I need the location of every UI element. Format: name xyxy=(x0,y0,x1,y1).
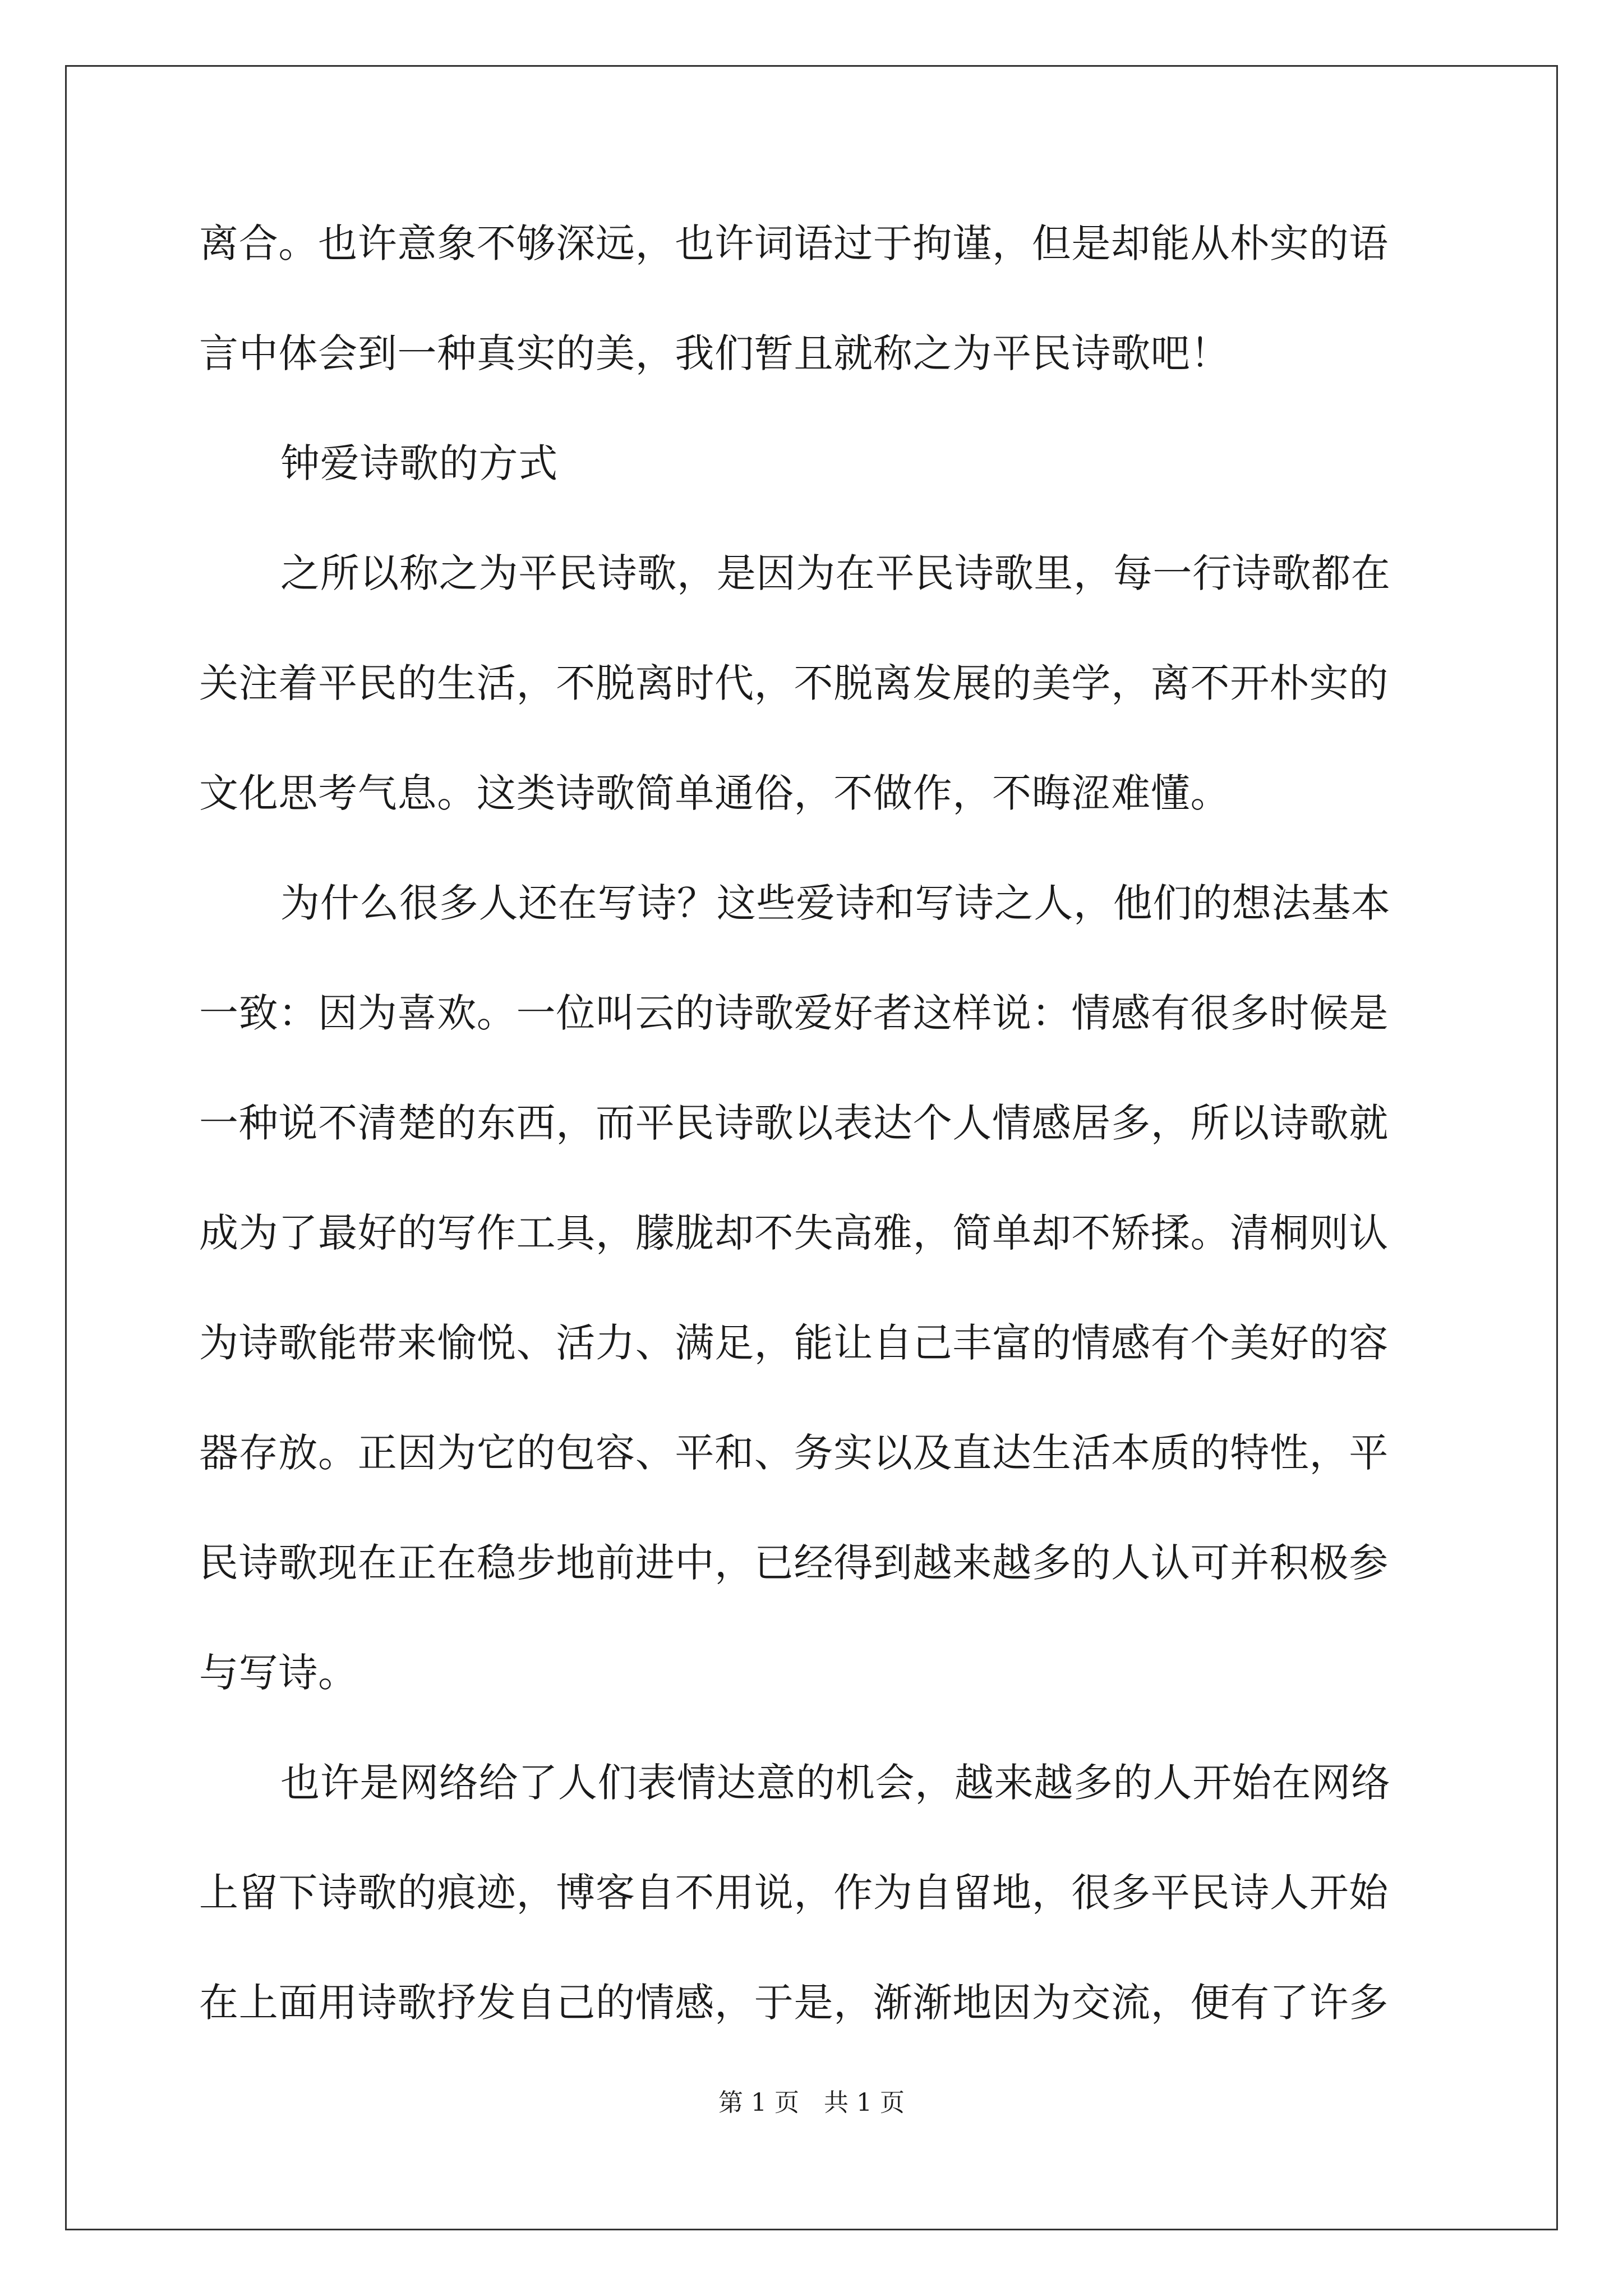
text-line: 言中体会到一种真实的美，我们暂且就称之为平民诗歌吧！ xyxy=(199,330,1230,376)
text-line: 上留下诗歌的痕迹，博客自不用说，作为自留地，很多平民诗人开始 xyxy=(199,1870,1389,1916)
text-line: 关注着平民的生活，不脱离时代，不脱离发展的美学，离不开朴实的 xyxy=(199,660,1389,706)
text-line: 之所以称之为平民诗歌，是因为在平民诗歌里，每一行诗歌都在 xyxy=(280,550,1391,596)
text-line: 离合。也许意象不够深远，也许词语过于拘谨，但是却能从朴实的语 xyxy=(199,220,1389,266)
text-line: 也许是网络给了人们表情达意的机会，越来越多的人开始在网络 xyxy=(280,1760,1391,1806)
text-line: 与写诗。 xyxy=(199,1650,358,1696)
page-number-footer: 第 1 页 共 1 页 xyxy=(718,2088,905,2117)
text-line: 在上面用诗歌抒发自己的情感，于是，渐渐地因为交流，便有了许多 xyxy=(199,1980,1389,2026)
document-body xyxy=(199,213,1424,2082)
section-heading: 钟爱诗歌的方式 xyxy=(280,440,558,486)
text-line: 成为了最好的写作工具，朦胧却不失高雅，简单却不矫揉。清桐则认 xyxy=(199,1210,1389,1256)
text-line: 为诗歌能带来愉悦、活力、满足，能让自己丰富的情感有个美好的容 xyxy=(199,1320,1389,1366)
text-line: 为什么很多人还在写诗？这些爱诗和写诗之人，他们的想法基本 xyxy=(280,880,1391,926)
text-line: 一种说不清楚的东西，而平民诗歌以表达个人情感居多，所以诗歌就 xyxy=(199,1100,1389,1146)
text-line: 民诗歌现在正在稳步地前进中，已经得到越来越多的人认可并积极参 xyxy=(199,1540,1389,1586)
text-line: 文化思考气息。这类诗歌简单通俗，不做作，不晦涩难懂。 xyxy=(199,770,1230,816)
text-line: 器存放。正因为它的包容、平和、务实以及直达生活本质的特性，平 xyxy=(199,1430,1389,1476)
text-line: 一致：因为喜欢。一位叫云的诗歌爱好者这样说：情感有很多时候是 xyxy=(199,990,1389,1036)
